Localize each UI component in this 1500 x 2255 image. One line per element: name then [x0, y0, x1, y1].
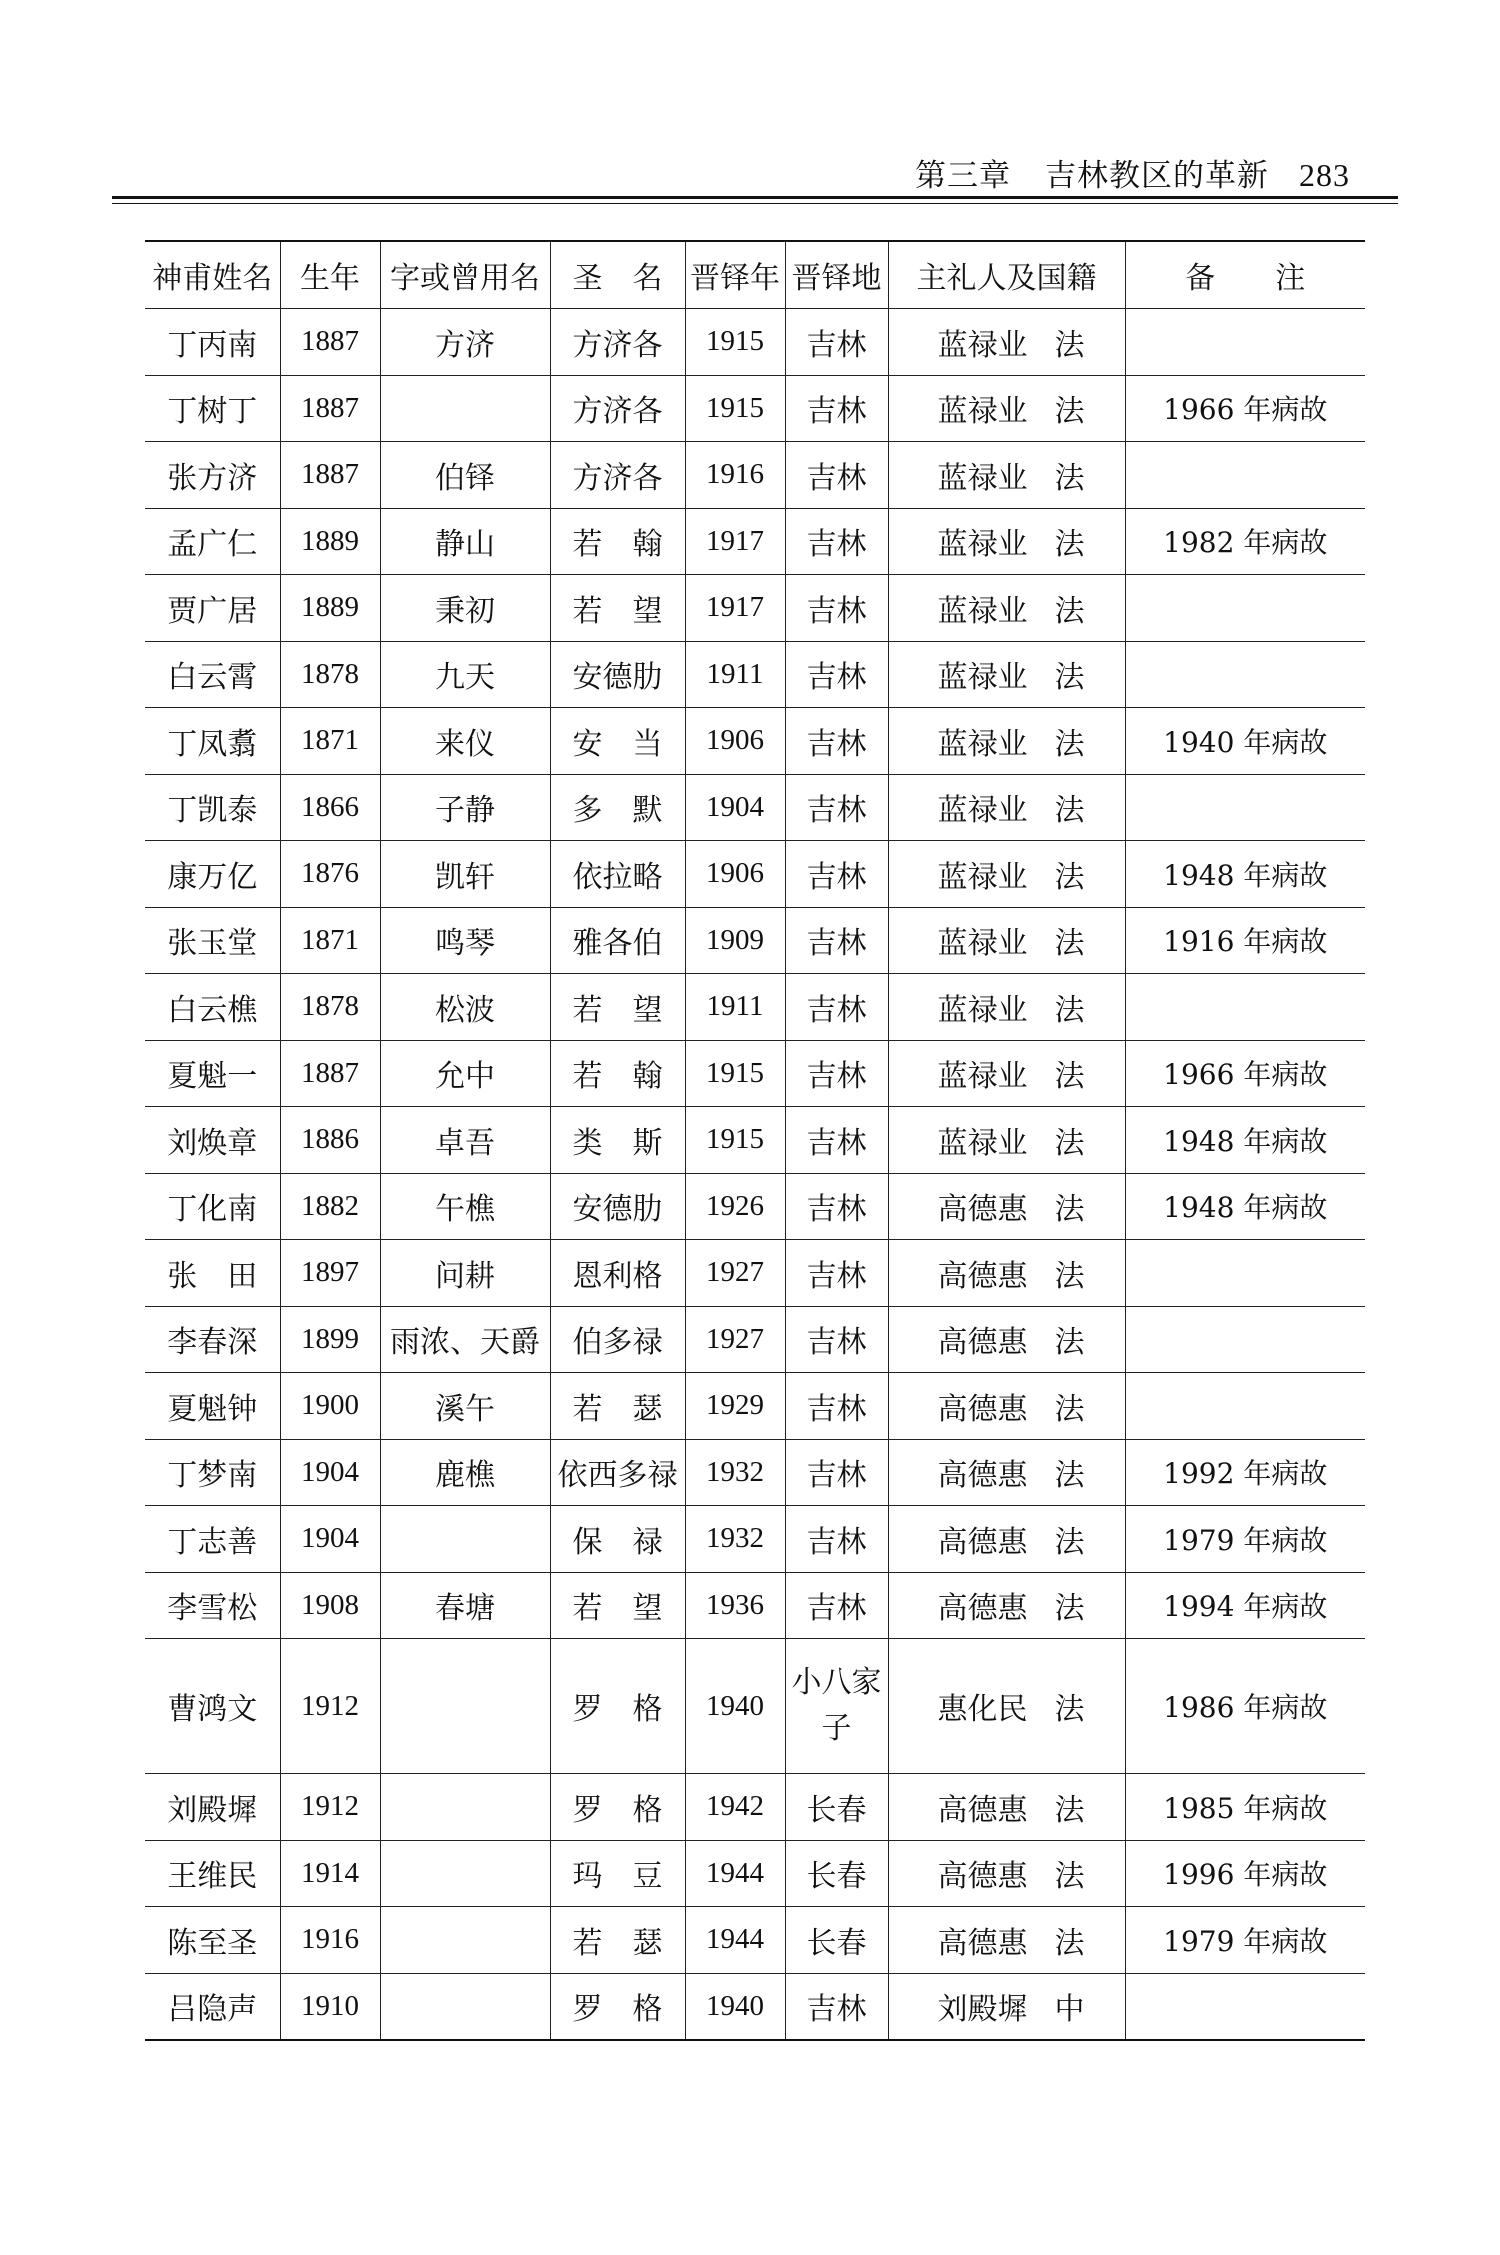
- cell-note: [1125, 309, 1365, 376]
- cell-place: 吉林: [785, 1439, 888, 1506]
- cell-year: 1915: [685, 309, 785, 376]
- cell-name: 张玉堂: [145, 907, 280, 974]
- table-row: [145, 1973, 1365, 2040]
- cell-note: [1125, 974, 1365, 1041]
- consecrator-nationality: 法: [1054, 1458, 1085, 1494]
- cell-born: 1914: [280, 1840, 380, 1907]
- cell-place: 吉林: [785, 708, 888, 775]
- cell-saint: 雅各伯: [550, 907, 685, 974]
- cell-consecrator: [888, 508, 1125, 575]
- table-row: [145, 841, 1365, 908]
- cell-note: 1992 年病故: [1125, 1439, 1365, 1506]
- consecrator-nationality: 法: [1054, 859, 1085, 895]
- running-head: [915, 150, 1350, 195]
- priest-roster-table: [145, 240, 1365, 2041]
- table-header-row: [145, 241, 1365, 309]
- table-row: [145, 1439, 1365, 1506]
- cell-place: 吉林: [785, 1572, 888, 1639]
- cell-year: 1944: [685, 1840, 785, 1907]
- cell-consecrator: [888, 1506, 1125, 1573]
- consecrator-name: 蓝禄业: [937, 460, 1028, 496]
- cell-year: 1915: [685, 1040, 785, 1107]
- table-row: [145, 508, 1365, 575]
- cell-note: 1996 年病故: [1125, 1840, 1365, 1907]
- cell-saint: 多 默: [550, 774, 685, 841]
- cell-name: 丁梦南: [145, 1439, 280, 1506]
- consecrator-nationality: 法: [1054, 1391, 1085, 1427]
- cell-saint: 罗 格: [550, 1639, 685, 1774]
- cell-saint: 保 禄: [550, 1506, 685, 1573]
- table-row: [145, 1173, 1365, 1240]
- table-row: [145, 907, 1365, 974]
- consecrator-nationality: 法: [1054, 1125, 1085, 1161]
- table-row: [145, 708, 1365, 775]
- consecrator-nationality: 法: [1054, 593, 1085, 629]
- consecrator-nationality: 法: [1054, 1692, 1085, 1727]
- cell-courtesy: 松波: [380, 974, 550, 1041]
- table-row: [145, 1639, 1365, 1774]
- cell-born: 1889: [280, 575, 380, 642]
- table-row: [145, 1373, 1365, 1440]
- cell-note: 1979 年病故: [1125, 1506, 1365, 1573]
- cell-saint: 玛 豆: [550, 1840, 685, 1907]
- cell-name: 白云樵: [145, 974, 280, 1041]
- cell-name: 丁化南: [145, 1173, 280, 1240]
- cell-place: 吉林: [785, 375, 888, 442]
- cell-born: 1899: [280, 1306, 380, 1373]
- consecrator-name: 蓝禄业: [937, 793, 1028, 829]
- cell-consecrator: [888, 1774, 1125, 1841]
- cell-place: 吉林: [785, 1107, 888, 1174]
- cell-year: 1936: [685, 1572, 785, 1639]
- consecrator-nationality: 法: [1054, 1524, 1085, 1560]
- cell-name: 丁志善: [145, 1506, 280, 1573]
- cell-born: 1878: [280, 974, 380, 1041]
- table-row: [145, 1107, 1365, 1174]
- page-number: 283: [1299, 157, 1350, 193]
- consecrator-nationality: 法: [1054, 327, 1085, 363]
- cell-courtesy: [380, 1973, 550, 2040]
- table-row: [145, 774, 1365, 841]
- cell-year: 1906: [685, 708, 785, 775]
- cell-courtesy: [380, 1774, 550, 1841]
- cell-year: 1927: [685, 1240, 785, 1307]
- cell-note: [1125, 575, 1365, 642]
- cell-place: 吉林: [785, 442, 888, 509]
- cell-place: 长春: [785, 1774, 888, 1841]
- cell-note: 1948 年病故: [1125, 841, 1365, 908]
- cell-courtesy: 来仪: [380, 708, 550, 775]
- cell-born: 1916: [280, 1907, 380, 1974]
- cell-courtesy: 鹿樵: [380, 1439, 550, 1506]
- consecrator-nationality: 法: [1054, 1925, 1085, 1961]
- cell-name: 丁丙南: [145, 309, 280, 376]
- table-row: [145, 1040, 1365, 1107]
- cell-born: 1912: [280, 1774, 380, 1841]
- cell-born: 1876: [280, 841, 380, 908]
- cell-born: 1904: [280, 1439, 380, 1506]
- cell-place: 吉林: [785, 1240, 888, 1307]
- consecrator-name: 蓝禄业: [937, 527, 1028, 563]
- consecrator-nationality: 法: [1054, 1258, 1085, 1294]
- cell-saint: 若 翰: [550, 1040, 685, 1107]
- consecrator-name: 蓝禄业: [937, 726, 1028, 762]
- cell-consecrator: [888, 1173, 1125, 1240]
- cell-year: 1911: [685, 974, 785, 1041]
- cell-note: [1125, 641, 1365, 708]
- cell-courtesy: 静山: [380, 508, 550, 575]
- cell-born: 1871: [280, 708, 380, 775]
- cell-born: 1887: [280, 375, 380, 442]
- cell-courtesy: [380, 1506, 550, 1573]
- cell-name: 张方济: [145, 442, 280, 509]
- cell-courtesy: 溪午: [380, 1373, 550, 1440]
- cell-note: [1125, 774, 1365, 841]
- cell-consecrator: [888, 375, 1125, 442]
- cell-note: [1125, 442, 1365, 509]
- col-header-consecrator: 主礼人及国籍: [888, 241, 1125, 309]
- cell-consecrator: [888, 309, 1125, 376]
- cell-consecrator: [888, 974, 1125, 1041]
- col-header-born: 生年: [280, 241, 380, 309]
- cell-note: 1948 年病故: [1125, 1107, 1365, 1174]
- consecrator-name: 蓝禄业: [937, 926, 1028, 962]
- cell-name: 刘殿墀: [145, 1774, 280, 1841]
- cell-place: 吉林: [785, 974, 888, 1041]
- table-row: [145, 1907, 1365, 1974]
- cell-place: 吉林: [785, 1506, 888, 1573]
- consecrator-nationality: 法: [1054, 1591, 1085, 1627]
- cell-saint: 若 瑟: [550, 1907, 685, 1974]
- cell-born: 1900: [280, 1373, 380, 1440]
- consecrator-nationality: 法: [1054, 726, 1085, 762]
- cell-year: 1944: [685, 1907, 785, 1974]
- cell-name: 孟广仁: [145, 508, 280, 575]
- cell-name: 丁凯泰: [145, 774, 280, 841]
- cell-note: 1948 年病故: [1125, 1173, 1365, 1240]
- cell-saint: 罗 格: [550, 1973, 685, 2040]
- cell-name: 王维民: [145, 1840, 280, 1907]
- cell-place: 吉林: [785, 1040, 888, 1107]
- cell-courtesy: 卓吾: [380, 1107, 550, 1174]
- cell-courtesy: 秉初: [380, 575, 550, 642]
- cell-place: 吉林: [785, 1306, 888, 1373]
- cell-saint: 类 斯: [550, 1107, 685, 1174]
- consecrator-nationality: 法: [1054, 660, 1085, 696]
- header-rule-thick: [112, 196, 1398, 199]
- cell-saint: 伯多禄: [550, 1306, 685, 1373]
- cell-name: 李春深: [145, 1306, 280, 1373]
- cell-born: 1882: [280, 1173, 380, 1240]
- cell-note: 1994 年病故: [1125, 1572, 1365, 1639]
- cell-consecrator: [888, 1973, 1125, 2040]
- cell-saint: 恩利格: [550, 1240, 685, 1307]
- table-row: [145, 641, 1365, 708]
- cell-place: 小八家子: [785, 1639, 888, 1774]
- cell-place: 吉林: [785, 774, 888, 841]
- cell-consecrator: [888, 641, 1125, 708]
- cell-born: 1904: [280, 1506, 380, 1573]
- consecrator-name: 高德惠: [937, 1792, 1028, 1828]
- consecrator-name: 高德惠: [937, 1859, 1028, 1895]
- consecrator-name: 高德惠: [937, 1258, 1028, 1294]
- table-row: [145, 309, 1365, 376]
- cell-year: 1915: [685, 1107, 785, 1174]
- header-rule-thin: [112, 203, 1398, 204]
- consecrator-name: 高德惠: [937, 1925, 1028, 1961]
- cell-year: 1917: [685, 508, 785, 575]
- cell-name: 陈至圣: [145, 1907, 280, 1974]
- cell-consecrator: [888, 1373, 1125, 1440]
- cell-born: 1910: [280, 1973, 380, 2040]
- cell-place: 吉林: [785, 907, 888, 974]
- cell-note: [1125, 1973, 1365, 2040]
- col-header-courtesy: 字或曾用名: [380, 241, 550, 309]
- cell-place: 吉林: [785, 1973, 888, 2040]
- cell-saint: 若 望: [550, 575, 685, 642]
- cell-place: 长春: [785, 1907, 888, 1974]
- cell-year: 1940: [685, 1639, 785, 1774]
- cell-saint: 若 翰: [550, 508, 685, 575]
- cell-note: [1125, 1306, 1365, 1373]
- col-header-name: 神甫姓名: [145, 241, 280, 309]
- cell-consecrator: [888, 1306, 1125, 1373]
- table-row: [145, 575, 1365, 642]
- cell-name: 李雪松: [145, 1572, 280, 1639]
- cell-born: 1897: [280, 1240, 380, 1307]
- cell-year: 1916: [685, 442, 785, 509]
- table-row: [145, 1506, 1365, 1573]
- consecrator-name: 高德惠: [937, 1391, 1028, 1427]
- cell-name: 丁凤翥: [145, 708, 280, 775]
- cell-consecrator: [888, 708, 1125, 775]
- table-row: [145, 1240, 1365, 1307]
- cell-note: [1125, 1373, 1365, 1440]
- cell-consecrator: [888, 442, 1125, 509]
- cell-saint: 依拉略: [550, 841, 685, 908]
- cell-year: 1909: [685, 907, 785, 974]
- cell-year: 1932: [685, 1439, 785, 1506]
- cell-consecrator: [888, 907, 1125, 974]
- cell-note: 1985 年病故: [1125, 1774, 1365, 1841]
- cell-year: 1929: [685, 1373, 785, 1440]
- col-header-saint: 圣 名: [550, 241, 685, 309]
- cell-born: 1871: [280, 907, 380, 974]
- cell-consecrator: [888, 1572, 1125, 1639]
- cell-name: 贾广居: [145, 575, 280, 642]
- cell-courtesy: 春塘: [380, 1572, 550, 1639]
- consecrator-name: 蓝禄业: [937, 1125, 1028, 1161]
- cell-year: 1906: [685, 841, 785, 908]
- cell-note: 1966 年病故: [1125, 1040, 1365, 1107]
- consecrator-name: 蓝禄业: [937, 327, 1028, 363]
- cell-saint: 若 望: [550, 1572, 685, 1639]
- consecrator-name: 高德惠: [937, 1192, 1028, 1228]
- cell-consecrator: [888, 575, 1125, 642]
- cell-courtesy: 鸣琴: [380, 907, 550, 974]
- cell-note: 1979 年病故: [1125, 1907, 1365, 1974]
- table-row: [145, 1306, 1365, 1373]
- consecrator-nationality: 法: [1054, 1325, 1085, 1361]
- cell-year: 1917: [685, 575, 785, 642]
- cell-name: 曹鸿文: [145, 1639, 280, 1774]
- consecrator-name: 刘殿墀: [937, 1992, 1028, 2028]
- table-row: [145, 442, 1365, 509]
- cell-year: 1927: [685, 1306, 785, 1373]
- consecrator-name: 蓝禄业: [937, 859, 1028, 895]
- cell-name: 康万亿: [145, 841, 280, 908]
- cell-courtesy: 九天: [380, 641, 550, 708]
- cell-saint: 安德肋: [550, 641, 685, 708]
- cell-saint: 方济各: [550, 375, 685, 442]
- cell-place: 吉林: [785, 1173, 888, 1240]
- cell-courtesy: [380, 1639, 550, 1774]
- consecrator-nationality: 法: [1054, 992, 1085, 1028]
- cell-courtesy: 方济: [380, 309, 550, 376]
- table-row: [145, 1840, 1365, 1907]
- col-header-year: 晋铎年: [685, 241, 785, 309]
- cell-consecrator: [888, 1840, 1125, 1907]
- cell-consecrator: [888, 1040, 1125, 1107]
- cell-note: 1982 年病故: [1125, 508, 1365, 575]
- cell-year: 1911: [685, 641, 785, 708]
- cell-note: [1125, 1240, 1365, 1307]
- cell-place: 吉林: [785, 1373, 888, 1440]
- cell-saint: 安德肋: [550, 1173, 685, 1240]
- cell-year: 1932: [685, 1506, 785, 1573]
- table-body: [145, 309, 1365, 2041]
- cell-place: 吉林: [785, 841, 888, 908]
- chapter-label: 第三章: [915, 158, 1011, 194]
- cell-saint: 若 望: [550, 974, 685, 1041]
- cell-name: 白云霄: [145, 641, 280, 708]
- consecrator-name: 蓝禄业: [937, 660, 1028, 696]
- consecrator-name: 蓝禄业: [937, 593, 1028, 629]
- consecrator-nationality: 法: [1054, 460, 1085, 496]
- cell-courtesy: 雨浓、天爵: [380, 1306, 550, 1373]
- consecrator-nationality: 法: [1054, 1059, 1085, 1095]
- cell-saint: 若 瑟: [550, 1373, 685, 1440]
- cell-born: 1912: [280, 1639, 380, 1774]
- cell-courtesy: 午樵: [380, 1173, 550, 1240]
- cell-name: 夏魁钟: [145, 1373, 280, 1440]
- cell-courtesy: [380, 375, 550, 442]
- consecrator-name: 蓝禄业: [937, 394, 1028, 430]
- consecrator-nationality: 中: [1054, 1992, 1085, 2028]
- consecrator-nationality: 法: [1054, 1792, 1085, 1828]
- cell-born: 1878: [280, 641, 380, 708]
- consecrator-name: 高德惠: [937, 1591, 1028, 1627]
- cell-place: 长春: [785, 1840, 888, 1907]
- cell-courtesy: 子静: [380, 774, 550, 841]
- cell-year: 1926: [685, 1173, 785, 1240]
- cell-place: 吉林: [785, 508, 888, 575]
- cell-saint: 方济各: [550, 309, 685, 376]
- table-row: [145, 375, 1365, 442]
- cell-consecrator: [888, 1439, 1125, 1506]
- consecrator-nationality: 法: [1054, 1859, 1085, 1895]
- cell-note: 1940 年病故: [1125, 708, 1365, 775]
- cell-courtesy: 问耕: [380, 1240, 550, 1307]
- cell-name: 夏魁一: [145, 1040, 280, 1107]
- cell-consecrator: [888, 1639, 1125, 1774]
- cell-year: 1940: [685, 1973, 785, 2040]
- consecrator-nationality: 法: [1054, 793, 1085, 829]
- cell-saint: 方济各: [550, 442, 685, 509]
- cell-note: 1916 年病故: [1125, 907, 1365, 974]
- cell-saint: 罗 格: [550, 1774, 685, 1841]
- cell-born: 1866: [280, 774, 380, 841]
- cell-note: 1966 年病故: [1125, 375, 1365, 442]
- cell-born: 1886: [280, 1107, 380, 1174]
- consecrator-name: 蓝禄业: [937, 1059, 1028, 1095]
- cell-place: 吉林: [785, 575, 888, 642]
- cell-consecrator: [888, 1240, 1125, 1307]
- cell-born: 1889: [280, 508, 380, 575]
- cell-courtesy: 允中: [380, 1040, 550, 1107]
- cell-courtesy: 凯轩: [380, 841, 550, 908]
- cell-name: 刘焕章: [145, 1107, 280, 1174]
- table-row: [145, 1572, 1365, 1639]
- cell-consecrator: [888, 841, 1125, 908]
- col-header-note: 备 注: [1125, 241, 1365, 309]
- cell-place: 吉林: [785, 309, 888, 376]
- consecrator-name: 高德惠: [937, 1524, 1028, 1560]
- cell-consecrator: [888, 774, 1125, 841]
- consecrator-nationality: 法: [1054, 394, 1085, 430]
- table-row: [145, 974, 1365, 1041]
- cell-year: 1904: [685, 774, 785, 841]
- cell-born: 1887: [280, 442, 380, 509]
- cell-courtesy: 伯铎: [380, 442, 550, 509]
- consecrator-nationality: 法: [1054, 1192, 1085, 1228]
- cell-born: 1887: [280, 1040, 380, 1107]
- cell-saint: 安 当: [550, 708, 685, 775]
- table-row: [145, 1774, 1365, 1841]
- chapter-title: 吉林教区的革新: [1045, 158, 1269, 194]
- cell-consecrator: [888, 1107, 1125, 1174]
- cell-note: 1986 年病故: [1125, 1639, 1365, 1774]
- consecrator-nationality: 法: [1054, 527, 1085, 563]
- cell-name: 丁树丁: [145, 375, 280, 442]
- consecrator-name: 蓝禄业: [937, 992, 1028, 1028]
- cell-saint: 依西多禄: [550, 1439, 685, 1506]
- cell-year: 1915: [685, 375, 785, 442]
- cell-courtesy: [380, 1840, 550, 1907]
- cell-name: 吕隐声: [145, 1973, 280, 2040]
- cell-born: 1908: [280, 1572, 380, 1639]
- cell-name: 张 田: [145, 1240, 280, 1307]
- consecrator-name: 高德惠: [937, 1458, 1028, 1494]
- cell-place: 吉林: [785, 641, 888, 708]
- cell-courtesy: [380, 1907, 550, 1974]
- cell-consecrator: [888, 1907, 1125, 1974]
- cell-year: 1942: [685, 1774, 785, 1841]
- consecrator-name: 高德惠: [937, 1325, 1028, 1361]
- consecrator-nationality: 法: [1054, 926, 1085, 962]
- col-header-place: 晋铎地: [785, 241, 888, 309]
- cell-born: 1887: [280, 309, 380, 376]
- consecrator-name: 惠化民: [937, 1692, 1028, 1727]
